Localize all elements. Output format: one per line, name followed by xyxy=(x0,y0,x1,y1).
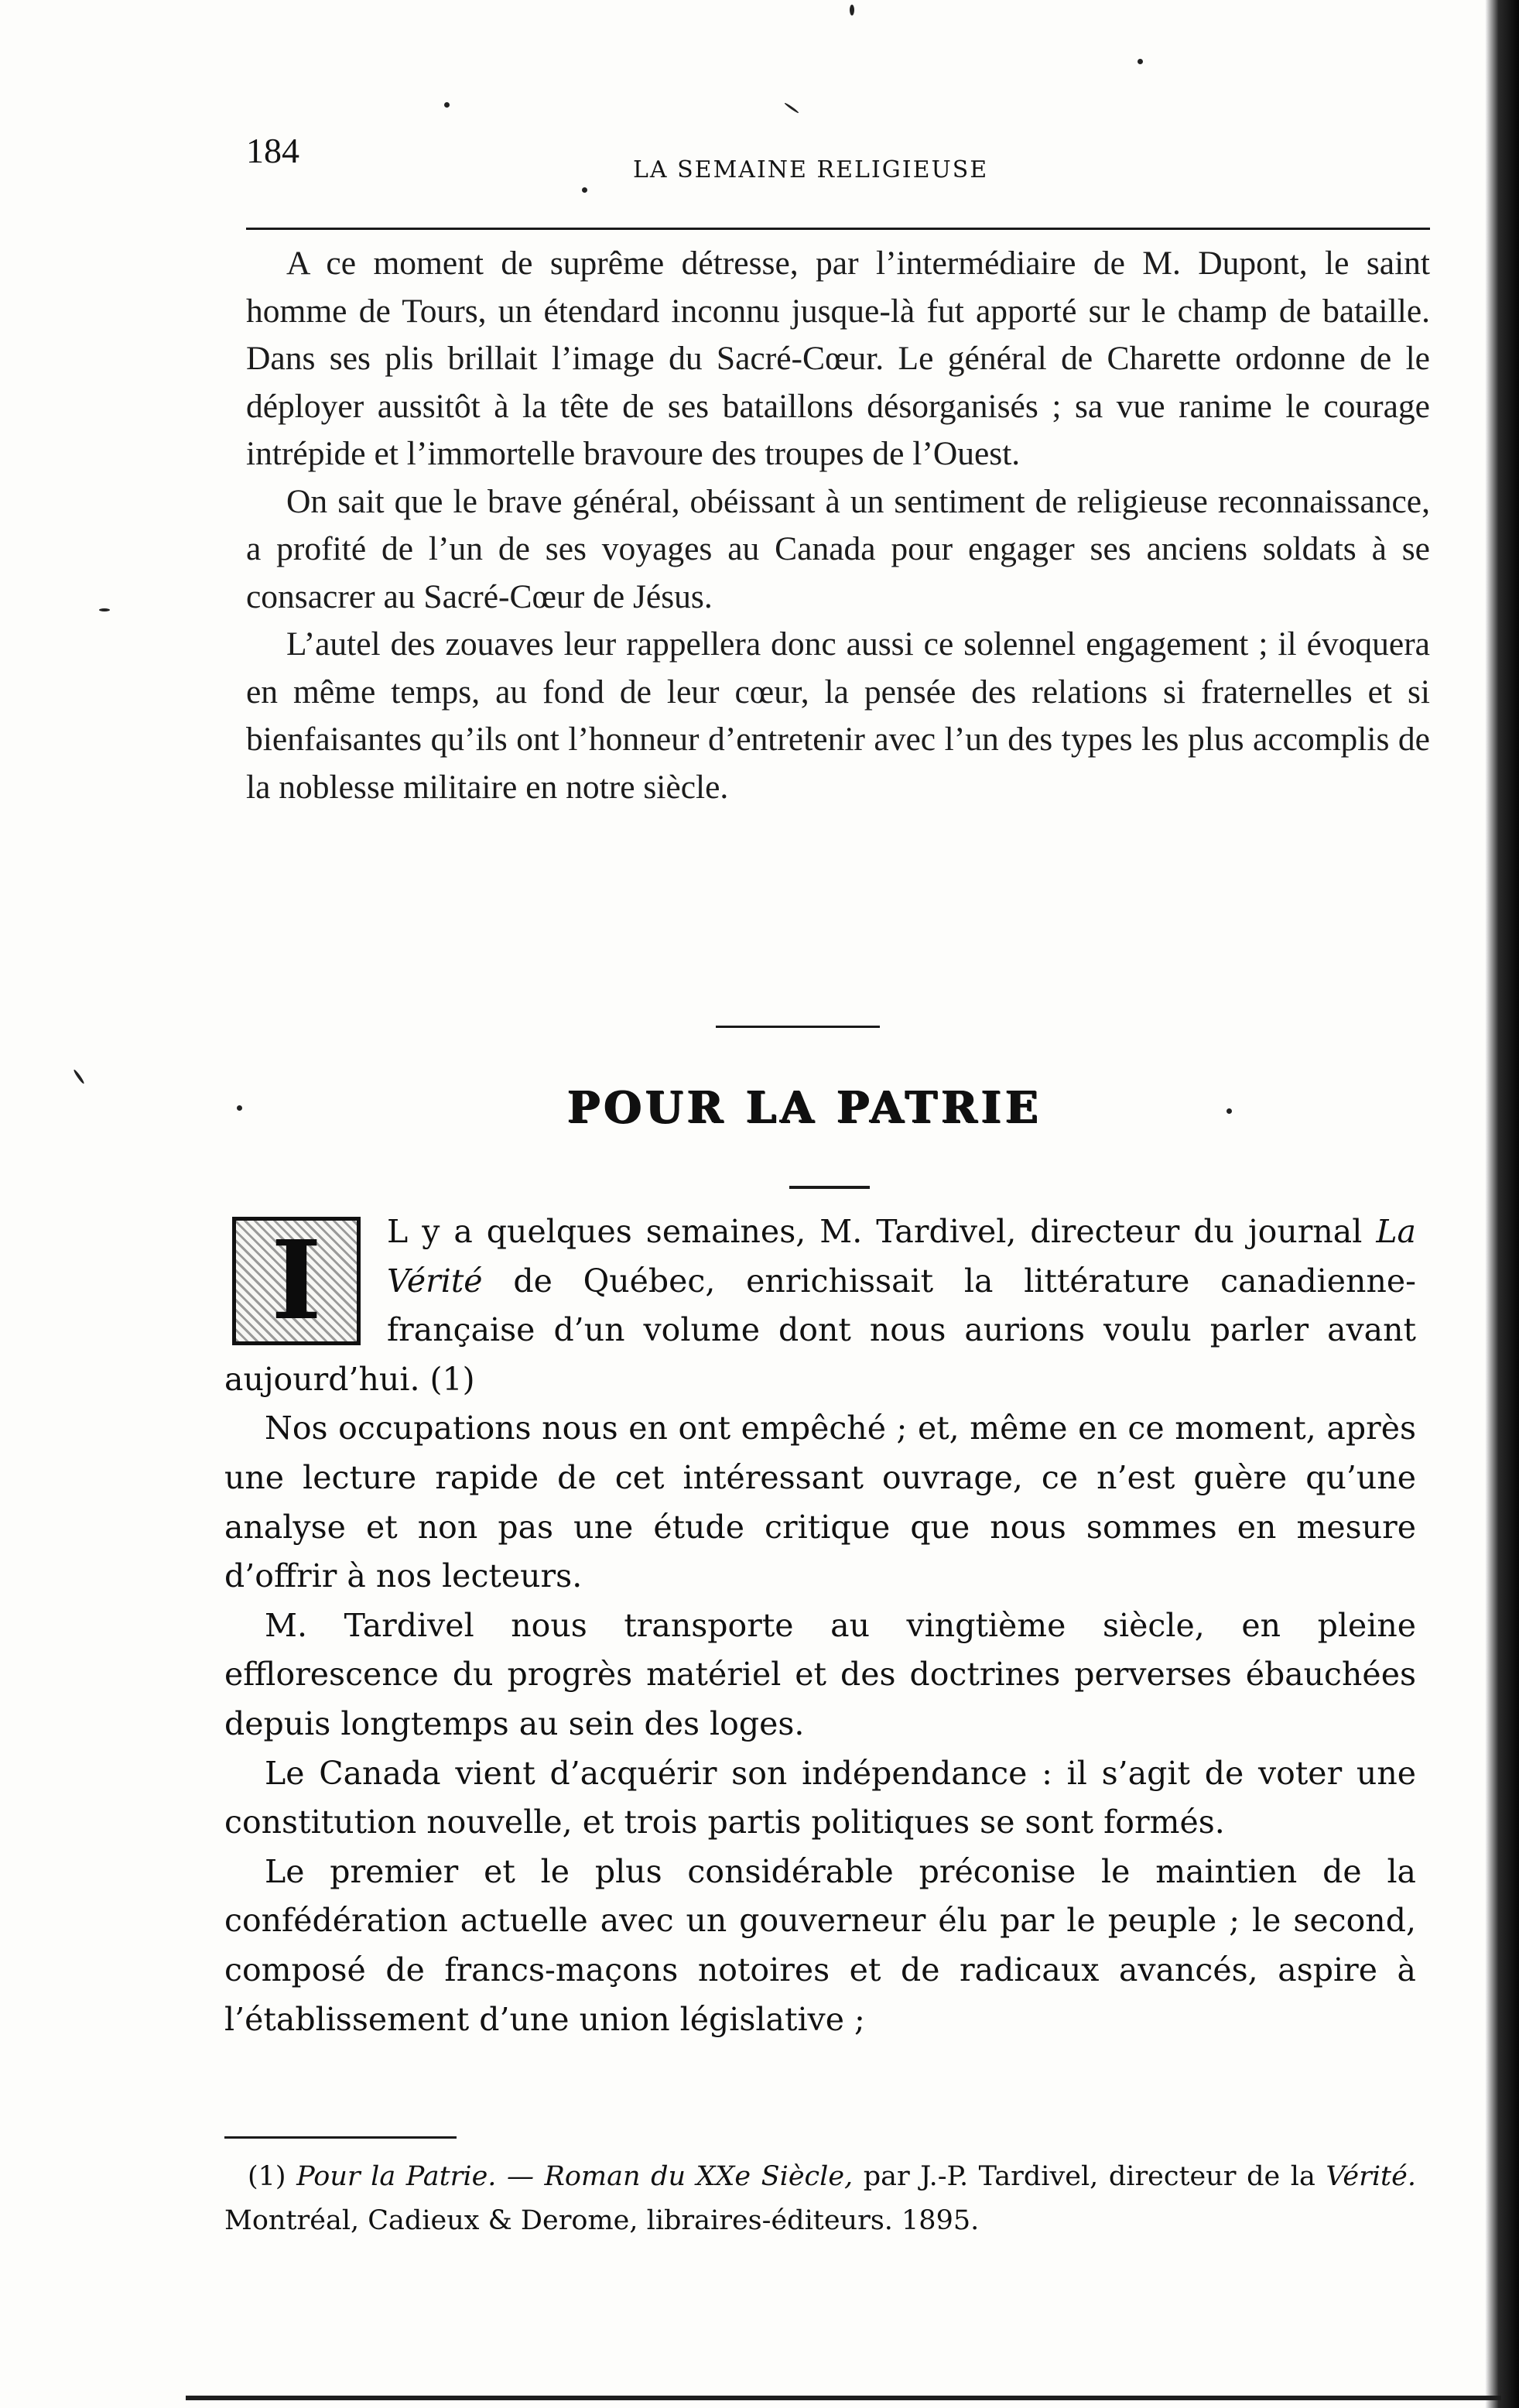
first-paragraph-start: L y a quelques semaines, M. Tardivel, directeur du journal xyxy=(387,1213,1363,1250)
drop-cap-letter: I xyxy=(236,1221,357,1341)
drop-cap-space xyxy=(224,1207,387,1353)
paragraph xyxy=(224,1207,1416,1404)
footnote-marker: (1) xyxy=(248,2161,286,2192)
scan-speck xyxy=(444,102,450,108)
scan-speck xyxy=(784,102,799,114)
scan-speck xyxy=(237,1105,242,1111)
footnote xyxy=(224,2155,1416,2243)
lower-text-block xyxy=(224,1207,1416,2044)
section-separator xyxy=(716,1026,880,1028)
bottom-edge-line xyxy=(186,2396,1501,2400)
paragraph: A ce moment de suprême détresse, par l’intermédiaire de M. Dupont, le saint homme de Tours, un étendard inconnu jusque-là fut apporté sur le champ de bataille. Dans ses plis brillait l’image du Sacré-Cœur. Le général de Charette ordonne de le déployer aussitôt à la tête de ses bataillons désorganisés ; sa vue ranime le courage intrépide et l’immortelle bravoure des troupes de l’Ouest. xyxy=(246,245,1430,472)
upper-text-block xyxy=(246,240,1430,811)
footnote-book-title: Pour la Patrie. — Roman du XXe Siècle, xyxy=(296,2161,854,2192)
scan-speck xyxy=(73,1069,85,1084)
page-number: 184 xyxy=(246,131,299,170)
running-title: LA SEMAINE RELIGIEUSE xyxy=(633,156,989,183)
footnote-rule xyxy=(224,2136,457,2139)
paragraph: Le premier et le plus considérable préconise le maintien de la confédération actuelle avec un gouverneur élu par le peuple ; le second, composé de francs-maçons notoires et de radicaux avancés, aspire à l’établissement d’une union législative ; xyxy=(224,1852,1416,2038)
paragraph: M. Tardivel nous transporte au vingtième siècle, en pleine efflorescence du progrès matériel et des doctrines perverses ébauchées depuis longtemps au sein des loges. xyxy=(224,1606,1416,1742)
title-dash xyxy=(789,1186,870,1189)
footnote-text xyxy=(224,2155,1416,2243)
footnote-publisher: Montréal, Cadieux & Derome, libraires-éditeurs. 1895. xyxy=(224,2205,980,2236)
scan-speck xyxy=(1226,1108,1232,1114)
page-header xyxy=(246,130,1430,200)
paragraph: Le Canada vient d’acquérir son indépendance : il s’agit de voter une constitution nouvelle, et trois partis politiques se sont formés. xyxy=(224,1754,1416,1841)
scan-speck xyxy=(850,5,854,15)
footnote-author: par J.-P. Tardivel, directeur de la xyxy=(863,2161,1315,2192)
journal-title: La Vérité xyxy=(387,1213,1416,1300)
footnote-journal: Vérité. xyxy=(1326,2161,1416,2192)
section-title: POUR LA PATRIE xyxy=(567,1082,1042,1133)
page-edge-shadow xyxy=(1485,0,1519,2408)
paragraph: On sait que le brave général, obéissant à un sentiment de religieuse reconnaissance, a profité de l’un de ses voyages au Canada pour engager ses anciens soldats à se consacrer au Sacré-Cœur de Jésus. xyxy=(246,482,1430,615)
header-rule xyxy=(246,228,1430,230)
paragraph: Nos occupations nous en ont empêché ; et, même en ce moment, après une lecture rapide de cet intéressant ouvrage, ce n’est guère qu’une analyse et non pas une étude critique que nous sommes en mesure d’offrir à nos lecteurs. xyxy=(224,1410,1416,1595)
scan-speck xyxy=(99,608,110,611)
paragraph: L’autel des zouaves leur rappellera donc aussi ce solennel engagement ; il évoquera en même temps, au fond de leur cœur, la pensée des relations si fraternelles et si bienfaisantes qu’ils ont l’honneur d’entretenir avec l’un des types les plus accomplis de la noblesse militaire en notre siècle. xyxy=(246,625,1430,806)
first-paragraph-end: de Québec, enrichissait la littérature canadienne-française d’un volume dont nous aurions voulu parler avant aujourd’hui. (1) xyxy=(224,1262,1416,1398)
scan-speck xyxy=(1138,59,1143,64)
